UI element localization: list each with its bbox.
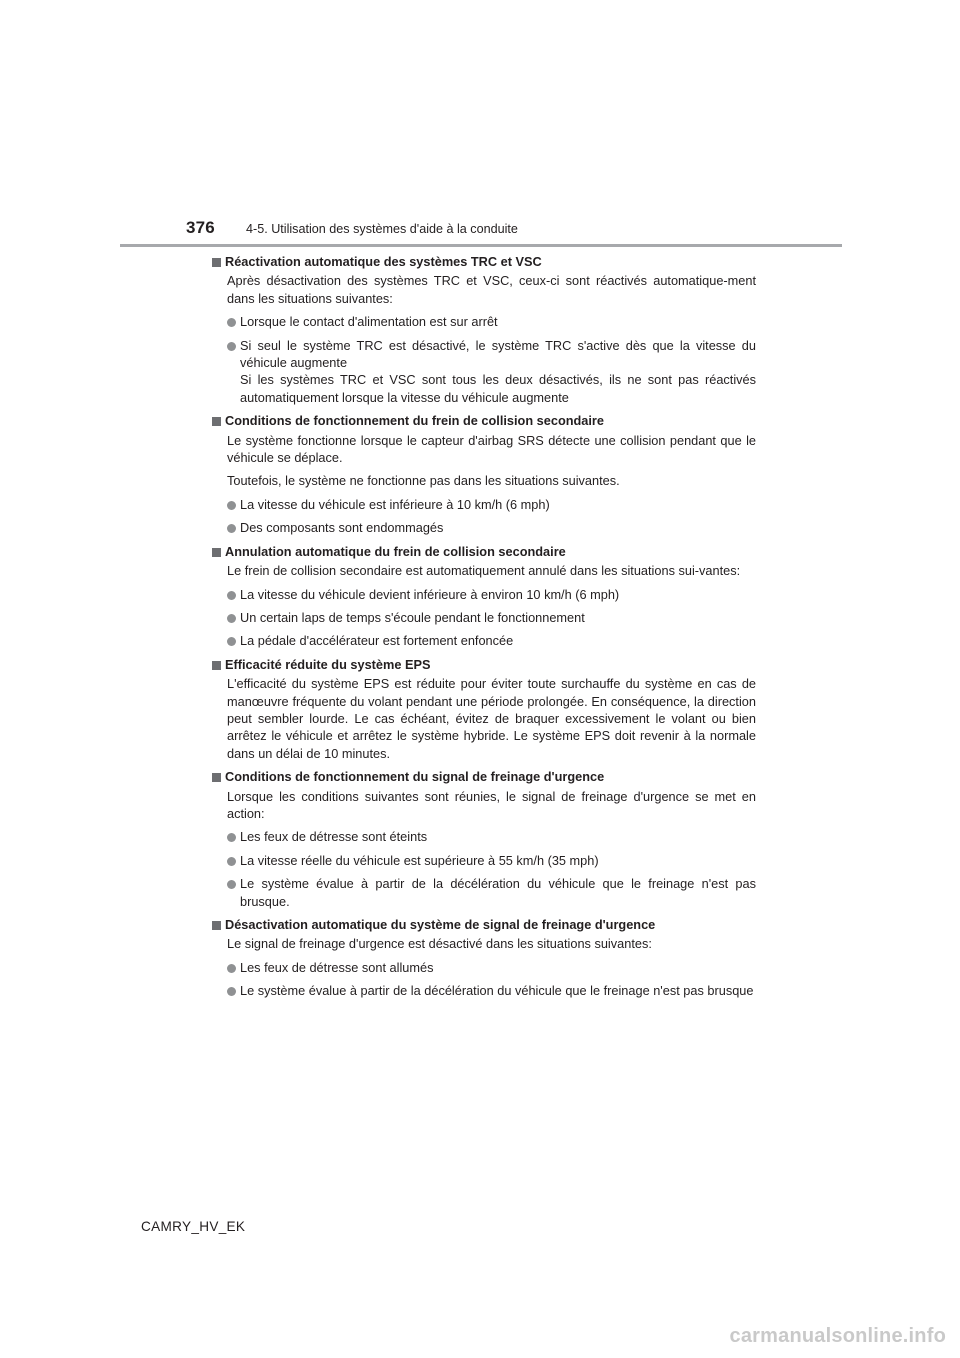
section-heading-text: Efficacité réduite du système EPS <box>225 656 431 672</box>
section-heading-text: Désactivation automatique du système de signal de freinage d'urgence <box>225 917 656 932</box>
round-bullet-icon <box>227 880 236 889</box>
round-bullet-icon <box>227 833 236 842</box>
round-bullet-icon <box>227 591 236 600</box>
list-item <box>211 875 756 910</box>
section-heading-text: Conditions de fonctionnement du frein de collision secondaire <box>225 413 604 429</box>
section-title: 4-5. Utilisation des systèmes d'aide à la conduite <box>246 222 518 236</box>
section-heading <box>211 916 756 933</box>
list-item-note: Si les systèmes TRC et VSC sont tous les deux désactivés, ils ne sont pas réactivés automatiquement lorsque la vitesse du véhicule augmente <box>240 372 756 405</box>
list-item <box>211 852 756 869</box>
list-item-text: La pédale d'accélérateur est fortement enfoncée <box>240 633 514 649</box>
paragraph: Lorsque les conditions suivantes sont réunies, le signal de freinage d'urgence se met en action: <box>227 788 756 821</box>
round-bullet-icon <box>227 318 236 327</box>
round-bullet-icon <box>227 637 236 646</box>
round-bullet-icon <box>227 964 236 973</box>
section-heading <box>211 656 756 673</box>
list-item <box>211 828 756 845</box>
watermark: carmanualsonline.info <box>729 1325 946 1347</box>
round-bullet-icon <box>227 342 236 351</box>
square-bullet-icon <box>212 921 221 930</box>
square-bullet-icon <box>212 258 221 267</box>
round-bullet-icon <box>227 501 236 510</box>
list-item-text: Si seul le système TRC est désactivé, le système TRC s'active dès que la vitesse du véhicule augmente <box>240 337 756 371</box>
list-item-text: Lorsque le contact d'alimentation est sur arrêt <box>240 314 498 330</box>
document-id: CAMRY_HV_EK <box>141 1219 246 1234</box>
paragraph: Le système fonctionne lorsque le capteur d'airbag SRS détecte une collision pendant que le véhicule se déplace. <box>227 432 756 466</box>
round-bullet-icon <box>227 987 236 996</box>
list-item <box>211 632 756 649</box>
list-item-text: Des composants sont endommagés <box>240 520 444 536</box>
list-item <box>211 519 756 536</box>
list-item-text: La vitesse réelle du véhicule est supérieure à 55 km/h (35 mph) <box>240 852 599 868</box>
paragraph: Le signal de freinage d'urgence est désactivé dans les situations suivantes: <box>227 936 652 952</box>
list-item-text: Les feux de détresse sont allumés <box>240 959 434 975</box>
list-item-text: Le système évalue à partir de la décélération du véhicule que le freinage n'est pas brusque <box>240 983 754 999</box>
square-bullet-icon <box>212 773 221 782</box>
list-item-text: Les feux de détresse sont éteints <box>240 829 428 845</box>
section-heading-text: Annulation automatique du frein de collision secondaire <box>225 543 566 559</box>
list-item-text: La vitesse du véhicule est inférieure à 10 km/h (6 mph) <box>240 496 550 512</box>
list-item <box>211 496 756 513</box>
section-heading-text: Réactivation automatique des systèmes TRC et VSC <box>225 254 542 269</box>
paragraph: Après désactivation des systèmes TRC et VSC, ceux-ci sont réactivés automatique-ment dans les situations suivantes: <box>227 273 756 306</box>
list-item-text: La vitesse du véhicule devient inférieure à environ 10 km/h (6 mph) <box>240 586 620 602</box>
list-item <box>211 586 756 603</box>
square-bullet-icon <box>212 417 221 426</box>
section-heading <box>211 768 756 785</box>
manual-content <box>211 253 756 1000</box>
page-number: 376 <box>186 218 215 237</box>
list-item-text: Un certain laps de temps s'écoule pendant le fonctionnement <box>240 609 585 625</box>
paragraph: Toutefois, le système ne fonctionne pas dans les situations suivantes. <box>227 473 620 489</box>
header-divider <box>120 244 842 247</box>
section-heading <box>211 543 756 560</box>
list-item <box>211 313 756 330</box>
section-heading <box>211 412 756 429</box>
list-item <box>211 609 756 626</box>
square-bullet-icon <box>212 661 221 670</box>
paragraph: Le frein de collision secondaire est automatiquement annulé dans les situations sui-vantes: <box>227 563 741 579</box>
round-bullet-icon <box>227 524 236 533</box>
round-bullet-icon <box>227 857 236 866</box>
list-item <box>211 982 756 999</box>
paragraph: L'efficacité du système EPS est réduite pour éviter toute surchauffe du système en cas de manœuvre fréquente du volant pendant une période prolongée. En conséquence, la direction peut sembler lourde. Le cas échéant, évitez de braquer excessivement le volant ou bien arrêtez le véhicule et arrêtez le système hybride. Le système EPS doit revenir à la normale dans un délai de 10 minutes. <box>227 676 756 761</box>
square-bullet-icon <box>212 548 221 557</box>
round-bullet-icon <box>227 614 236 623</box>
section-heading <box>211 253 756 270</box>
section-heading-text: Conditions de fonctionnement du signal de freinage d'urgence <box>225 769 605 785</box>
list-item <box>211 337 756 407</box>
list-item-text: Le système évalue à partir de la décélération du véhicule que le freinage n'est pas brusque. <box>240 876 756 909</box>
list-item <box>211 959 756 976</box>
